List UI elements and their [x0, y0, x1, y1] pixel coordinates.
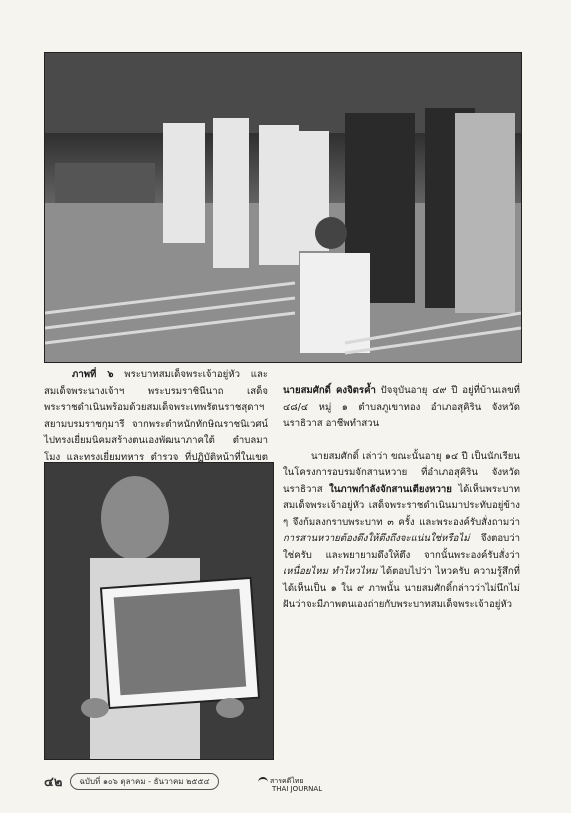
intro-tail: ปัจจุบันอายุ ๔๙ ปี อยู่ที่บ้านเลขที่ ๔๘/๔ หมู่ ๑ ตำบลภูเขาทอง อำเภอสุคิริน จังหวัดนราธิวาส อาชีพทำสวน: [283, 385, 520, 429]
king-quote-1: การสานหวายต้องดึงให้ตึงถึงจะแน่นใช่หรือไม่: [283, 533, 470, 544]
portrait-holding-photo: [44, 462, 274, 760]
page-number: ๔๒: [44, 774, 63, 790]
story-middle: ได้เห็นพระบาทสมเด็จพระเจ้าอยู่หัว เสด็จพระราชดำเนินมาประทับอยู่ข้าง ๆ จึงก้มลงกราบพระบาท ๓ ครั้ง และพระองค์รับสั่งถามว่า: [283, 483, 520, 528]
historical-photo-king-visit: [44, 52, 522, 363]
logo-text: สารคดีไทย: [270, 777, 304, 785]
magazine-logo: [258, 777, 322, 793]
story-middle-2: จึงตอบว่าใช่ครับ และพยายามดึงให้ตึง จากนั้นพระองค์รับสั่งว่า: [283, 533, 520, 561]
story-end: ได้ตอบไปว่า ไหวครับ ความรู้สึกที่ได้เห็นเป็น ๑ ใน ๙ ภาพนั้น นายสมศักดิ์กล่าวว่าไม่นึกไม่ฝันว่าจะมีภาพตนเองถ่ายกับพระบาทสมเด็จพระเจ้าอยู่หัว: [283, 566, 520, 610]
logo-arc-icon: [258, 777, 268, 785]
king-quote-2: เหนื่อยไหม ทำไหวไหม: [283, 566, 378, 577]
story-highlight: ในภาพกำลังจักสานเตียงหวาย: [329, 483, 452, 495]
issue-badge: ฉบับที่ ๑๐๖ ตุลาคม - ธันวาคม ๒๕๕๔: [70, 773, 218, 790]
logo-subtext: THAI JOURNAL: [272, 785, 323, 793]
article-body: [283, 367, 520, 614]
story-start: นายสมศักดิ์ เล่าว่า ขณะนั้นอายุ ๑๔ ปี เป็นนักเรียนในโครงการอบรมจักสานหวาย ที่อำเภอสุคิริน จังหวัดนราธิวาส: [283, 450, 520, 495]
caption-label: ภาพที่ ๖: [72, 369, 114, 380]
caption-text: พระบาทสมเด็จพระเจ้าอยู่หัว และสมเด็จพระนางเจ้าฯ พระบรมราชินีนาถ เสด็จพระราชดำเนินพร้อมด้วยสมเด็จพระเทพรัตนราชสุดาฯ สยามบรมราชกุมารี จากพระตำหนักทักษิณราชนิเวศน์ ไปทรงเยี่ยมนิคมสร้างตนเองพัฒนาภาคใต้ ตำบลมาโมง และทรงเยี่ยมทหาร ตำรวจ ที่ปฏิบัติหน้าที่ในเขต: [44, 369, 268, 463]
person-name: นายสมศักดิ์ คงจิตรค้ำ: [283, 385, 376, 396]
